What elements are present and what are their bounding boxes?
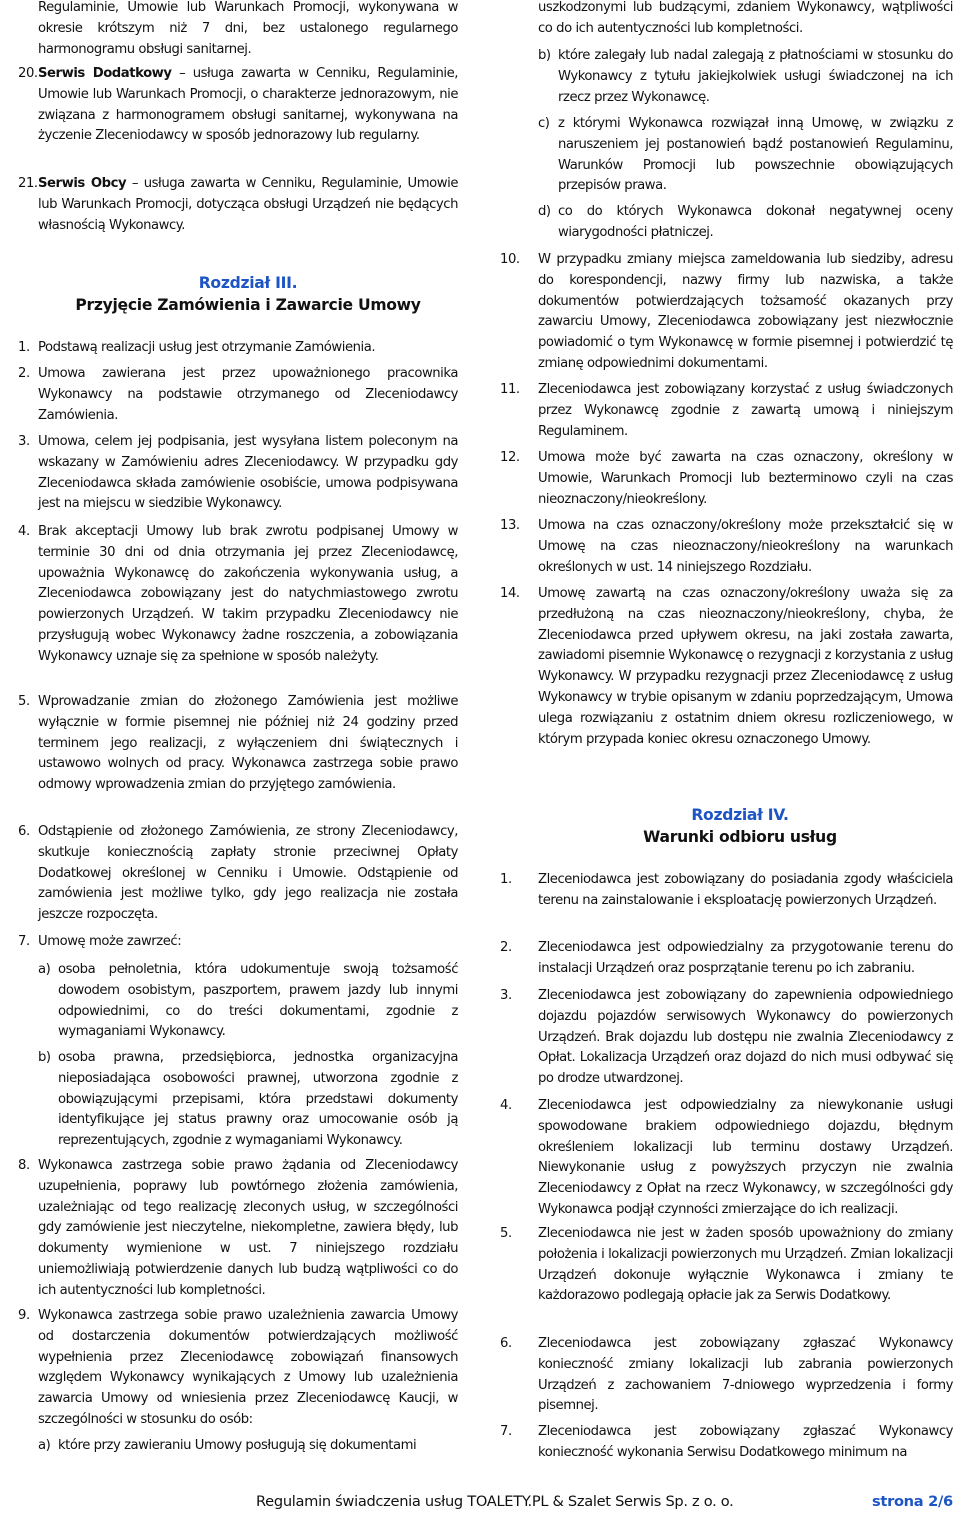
list-item [18, 822, 458, 926]
list-item [18, 1156, 458, 1302]
sub-item-text: z którymi Wykonawca rozwiązał inną Umowę, w związku z naruszeniem jej postanowień bądź postanowień Regulaminu, Warunków Promocji lub powszechnie obowiązujących przepisów prawa. [558, 116, 953, 194]
list-item [500, 870, 953, 912]
item-number: 14. [500, 586, 520, 601]
item-number: 12. [500, 450, 520, 465]
item-number: 7. [500, 1424, 512, 1439]
sub-item-label: b) [38, 1050, 51, 1065]
item-number: 3. [18, 434, 30, 449]
item-text: Podstawą realizacji usług jest otrzymanie Zamówienia. [38, 340, 376, 355]
item-number: 4. [500, 1098, 512, 1113]
item-text: Odstąpienie od złożonego Zamówienia, ze strony Zleceniodawcy, skutkuje koniecznością zapłaty stronie przeciwnej Opłaty Dodatkowej określonej w Cenniku i Umowie. Odstąpienie od zamówienia jest możliwe tylko, gdy jego realizacja nie została jeszcze rozpoczęta. [38, 824, 458, 923]
item-number: 10. [500, 252, 520, 267]
list-item [18, 338, 458, 359]
list-item [18, 364, 458, 426]
item-text: Umowa, celem jej podpisania, jest wysyłana listem poleconym na wskazany w Zamówieniu adres Zleceniodawcy. W przypadku gdy Zleceniodawca składa zamówienie osobiście, umowa podpisywana jest na miejscu w siedzibie Wykonawcy. [38, 434, 458, 512]
definition-20 [18, 64, 458, 147]
list-item [500, 1422, 953, 1464]
item-number: 9. [18, 1308, 30, 1323]
list-item [500, 1096, 953, 1221]
item-text: Umowa na czas oznaczony/określony może przekształcić się w Umowę na czas nieoznaczony/nieokreślony na warunkach określonych w ust. 14 niniejszego Rozdziału. [538, 518, 953, 575]
definition-term: Serwis Dodatkowy [38, 66, 172, 81]
sub-item [538, 114, 953, 197]
item-number: 6. [500, 1336, 512, 1351]
sub-item [38, 960, 458, 1043]
sub-item-text: co do których Wykonawca dokonał negatywnej oceny wiarygodności płatniczej. [558, 204, 953, 240]
item-number: 2. [500, 940, 512, 955]
item-text: Zleceniodawca jest zobowiązany do posiadania zgody właściciela terenu na zainstalowanie i eksploatację powierzonych Urządzeń. [538, 872, 953, 908]
item-text: Zleceniodawca jest odpowiedzialny za niewykonanie usługi spowodowane brakiem odpowiedniego dojazdu, błędnym określeniem lokalizacji lub terminu dostawy Urządzeń. Niewykonanie usług z powyższych przyczyn nie zwalnia Zleceniodawcy z Opłat na rzecz Wykonawcy, w szczególności gdy Wykonawca podjął czynności zmierzające do ich realizacji. [538, 1098, 953, 1217]
chapter-label: Rozdział III. [198, 274, 298, 292]
item-text: Zleceniodawca nie jest w żaden sposób upoważniony do zmiany położenia i lokalizacji powierzonych mu Urządzeń. Zmian lokalizacji Urządzeń dokonuje wyłącznie Wykonawca i zmiany te każdorazowo podlegają opłacie jak za Serwis Dodatkowy. [538, 1226, 953, 1304]
chapter-title: Przyjęcie Zamówienia i Zawarcie Umowy [75, 296, 421, 314]
list-item [500, 380, 953, 442]
list-item [18, 522, 458, 668]
chapter-title: Warunki odbioru usług [643, 828, 837, 846]
item-number: 5. [500, 1226, 512, 1241]
sub-item-text: które zalegały lub nadal zalegają z płatnościami w stosunku do Wykonawcy z tytułu jakiejkolwiek usługi świadczonej na ich rzecz przez Wykonawcę. [558, 48, 953, 105]
chapter-3-heading [18, 272, 478, 316]
item-text: W przypadku zmiany miejsca zameldowania lub siedziby, adresu do korespondencji, nazwy firmy lub nazwiska, a także dokumentów potwierdzających tożsamość okazanych przy zawarciu Umowy, Zleceniodawca zobowiązany jest niezwłocznie powiadomić o tym Wykonawcę w formie pisemnej i potwierdzić tę zmianę odpowiednimi dokumentami. [538, 252, 953, 371]
list-item [18, 432, 458, 515]
list-item [500, 1224, 953, 1307]
item-text: Umowę może zawrzeć: [38, 934, 182, 949]
list-item [18, 692, 458, 796]
item-text: Brak akceptacji Umowy lub brak zwrotu podpisanej Umowy w terminie 30 dni od dnia otrzymania jej przez Zleceniodawcę, upoważnia Wykonawcę do zakończenia wykonywania usług, a Zleceniodawca zobowiązany jest do natychmiastowego zwrotu powierzonych Urządzeń. W takim przypadku Zleceniodawcy nie przysługują wobec Wykonawcy żadne roszczenia, a zobowiązania Wykonawcy uznaje się za spełnione w sposób należyty. [38, 524, 458, 664]
sub-item-label: c) [538, 116, 550, 131]
item-number: 6. [18, 824, 30, 839]
sub-item [538, 46, 953, 108]
item-number: 8. [18, 1158, 30, 1173]
sub-item [538, 202, 953, 244]
sub-item [38, 1436, 458, 1457]
definition-21 [18, 174, 458, 236]
item-number: 11. [500, 382, 520, 397]
sub-item-label: d) [538, 204, 551, 219]
item-text: Zleceniodawca jest zobowiązany zgłaszać Wykonawcy konieczność zmiany lokalizacji lub zabrania powierzonych Urządzeń z zachowaniem 7-dniowego wyprzedzenia i formy pisemnej. [538, 1336, 953, 1414]
item-number: 5. [18, 694, 30, 709]
sub-item-label: a) [38, 1438, 51, 1453]
definition-text: – usługa zawarta w Cenniku, Regulaminie, Umowie lub Warunkach Promocji, dotycząca obsługi Urządzeń nie będących własnością Wykonawcy. [38, 176, 458, 233]
sub-item-label: a) [38, 962, 51, 977]
list-item [500, 250, 953, 375]
sub-item-text: osoba pełnoletnia, która udokumentuje swoją tożsamość dowodem osobistym, paszportem, prawem jazdy lub innymi odpowiednimi, co do treści dokumentami, zgodnie z wymaganiami Wykonawcy. [58, 962, 458, 1040]
page-footer [256, 1492, 956, 1512]
list-item [500, 986, 953, 1090]
list-item [500, 584, 953, 750]
footer-text: Regulamin świadczenia usług TOALETY.PL & Szalet Serwis Sp. z o. o. [256, 1493, 734, 1510]
list-item [18, 932, 458, 953]
sub-item-text: osoba prawna, przedsiębiorca, jednostka organizacyjna nieposiadająca osobowości prawnej, utworzona zgodnie z obowiązującymi przepisami, która przedstawi dokumenty identyfikujące jej status prawny oraz umocowanie osób ją reprezentujących, zgodnie z wymaganiami Wykonawcy. [58, 1050, 458, 1149]
item-text: Wykonawca zastrzega sobie prawo uzależnienia zawarcia Umowy od dostarczenia dokumentów potwierdzających możliwość wypełnienia przez Zleceniodawcę zobowiązań finansowych względem Wykonawcy wynikających z Umowy lub uzależnienia zawarcia Umowy od wniesienia przez Zleceniodawcę Kaucji, w szczególności w stosunku do osób: [38, 1308, 458, 1427]
list-item [500, 1334, 953, 1417]
item-number: 7. [18, 934, 30, 949]
list-item [500, 448, 953, 510]
item-text: Umowa może być zawarta na czas oznaczony, określony w Umowie, Warunkach Promocji lub bezterminowo czyli na czas nieoznaczony/nieokreślony. [538, 450, 953, 507]
item-text: Zleceniodawca jest zobowiązany korzystać z usług świadczonych przez Wykonawcę zgodnie z zawartą umową i niniejszym Regulaminem. [538, 382, 953, 439]
item-number: 3. [500, 988, 512, 1003]
chapter-4-heading [520, 804, 960, 848]
definition-number: 21. [18, 176, 38, 191]
item-number: 1. [18, 340, 30, 355]
continuation-paragraph: uszkodzonymi lub budzącymi, zdaniem Wykonawcy, wątpliwości co do ich autentyczności lub kompletności. [538, 0, 953, 36]
sub-item-text: które przy zawieraniu Umowy posługują się dokumentami [58, 1438, 417, 1453]
item-text: Wykonawca zastrzega sobie prawo żądania od Zleceniodawcy uzupełnienia, poprawy lub powtórnego złożenia zamówienia, uzależniając od tego realizację zleconych usług, w szczególności gdy zamówienie jest nieczytelne, niekompletne, zawiera błędy, lub dokumenty wymienione w ust. 7 niniejszego rozdziału uniemożliwiają potwierdzenie danych lub budzą wątpliwości co do ich autentyczności lub kompletności. [38, 1158, 458, 1298]
list-item [18, 1306, 458, 1431]
item-text: Zleceniodawca jest zobowiązany zgłaszać Wykonawcy konieczność wykonania Serwisu Dodatkowego minimum na [538, 1424, 953, 1460]
page-number: strona 2/6 [872, 1493, 953, 1510]
item-text: Zleceniodawca jest zobowiązany do zapewnienia odpowiedniego dojazdu pojazdów serwisowych Wykonawcy do powierzonych Urządzeń. Brak dojazdu lub dostępu nie zwalnia Zleceniodawcy z Opłat. Lokalizacja Urządzeń oraz dojazd do nich musi odbywać się po drodze utwardzonej. [538, 988, 953, 1087]
list-item [500, 938, 953, 980]
item-text: Zleceniodawca jest odpowiedzialny za przygotowanie terenu do instalacji Urządzeń oraz posprzątanie terenu po ich zabraniu. [538, 940, 953, 976]
item-number: 4. [18, 524, 30, 539]
chapter-label: Rozdział IV. [691, 806, 789, 824]
item-text: Umowę zawartą na czas oznaczony/określony uważa się za przedłużoną na czas nieoznaczony/nieokreślony, chyba, że Zleceniodawca przed upływem okresu, na jaki została zawarta, zawiadomi pisemnie Wykonawcę o rezygnacji z korzystania z usług Wykonawcy. W przypadku rezygnacji przez Zleceniodawcę z usług Wykonawcy w trybie opisanym w zdaniu poprzedzającym, Umowa ulega rozwiązaniu z ostatnim dniem okresu rozliczeniowego, w którym przypada koniec okresu oznaczonego Umowy. [538, 586, 953, 747]
definition-term: Serwis Obcy [38, 176, 127, 191]
list-item [500, 516, 953, 578]
sub-item [38, 1048, 458, 1152]
sub-item-label: b) [538, 48, 551, 63]
item-number: 1. [500, 872, 512, 887]
definition-text: – usługa zawarta w Cenniku, Regulaminie, Umowie lub Warunkach Promocji, o charakterze jednorazowym, nie związana z harmonogramem obsługi sanitarnej, wykonywana na życzenie Zleceniodawcy w sposób jednorazowy lub regularny. [38, 66, 459, 144]
item-text: Wprowadzanie zmian do złożonego Zamówienia jest możliwe wyłącznie w formie pisemnej nie później niż 24 godziny przed terminem jego realizacji, z wyłączeniem dni świątecznych i ustawowo wolnych od pracy. Wykonawca zastrzega sobie prawo odmowy wprowadzenia zmian do przyjętego zamówienia. [38, 694, 458, 793]
item-number: 2. [18, 366, 30, 381]
intro-paragraph: Regulaminie, Umowie lub Warunkach Promocji, wykonywana w okresie krótszym niż 7 dni, bez ustalonego regularnego harmonogramu obsługi sanitarnej. [38, 0, 458, 57]
item-number: 13. [500, 518, 520, 533]
definition-number: 20. [18, 66, 38, 81]
item-text: Umowa zawierana jest przez upoważnionego pracownika Wykonawcy na podstawie otrzymanego od Zleceniodawcy Zamówienia. [38, 366, 458, 423]
